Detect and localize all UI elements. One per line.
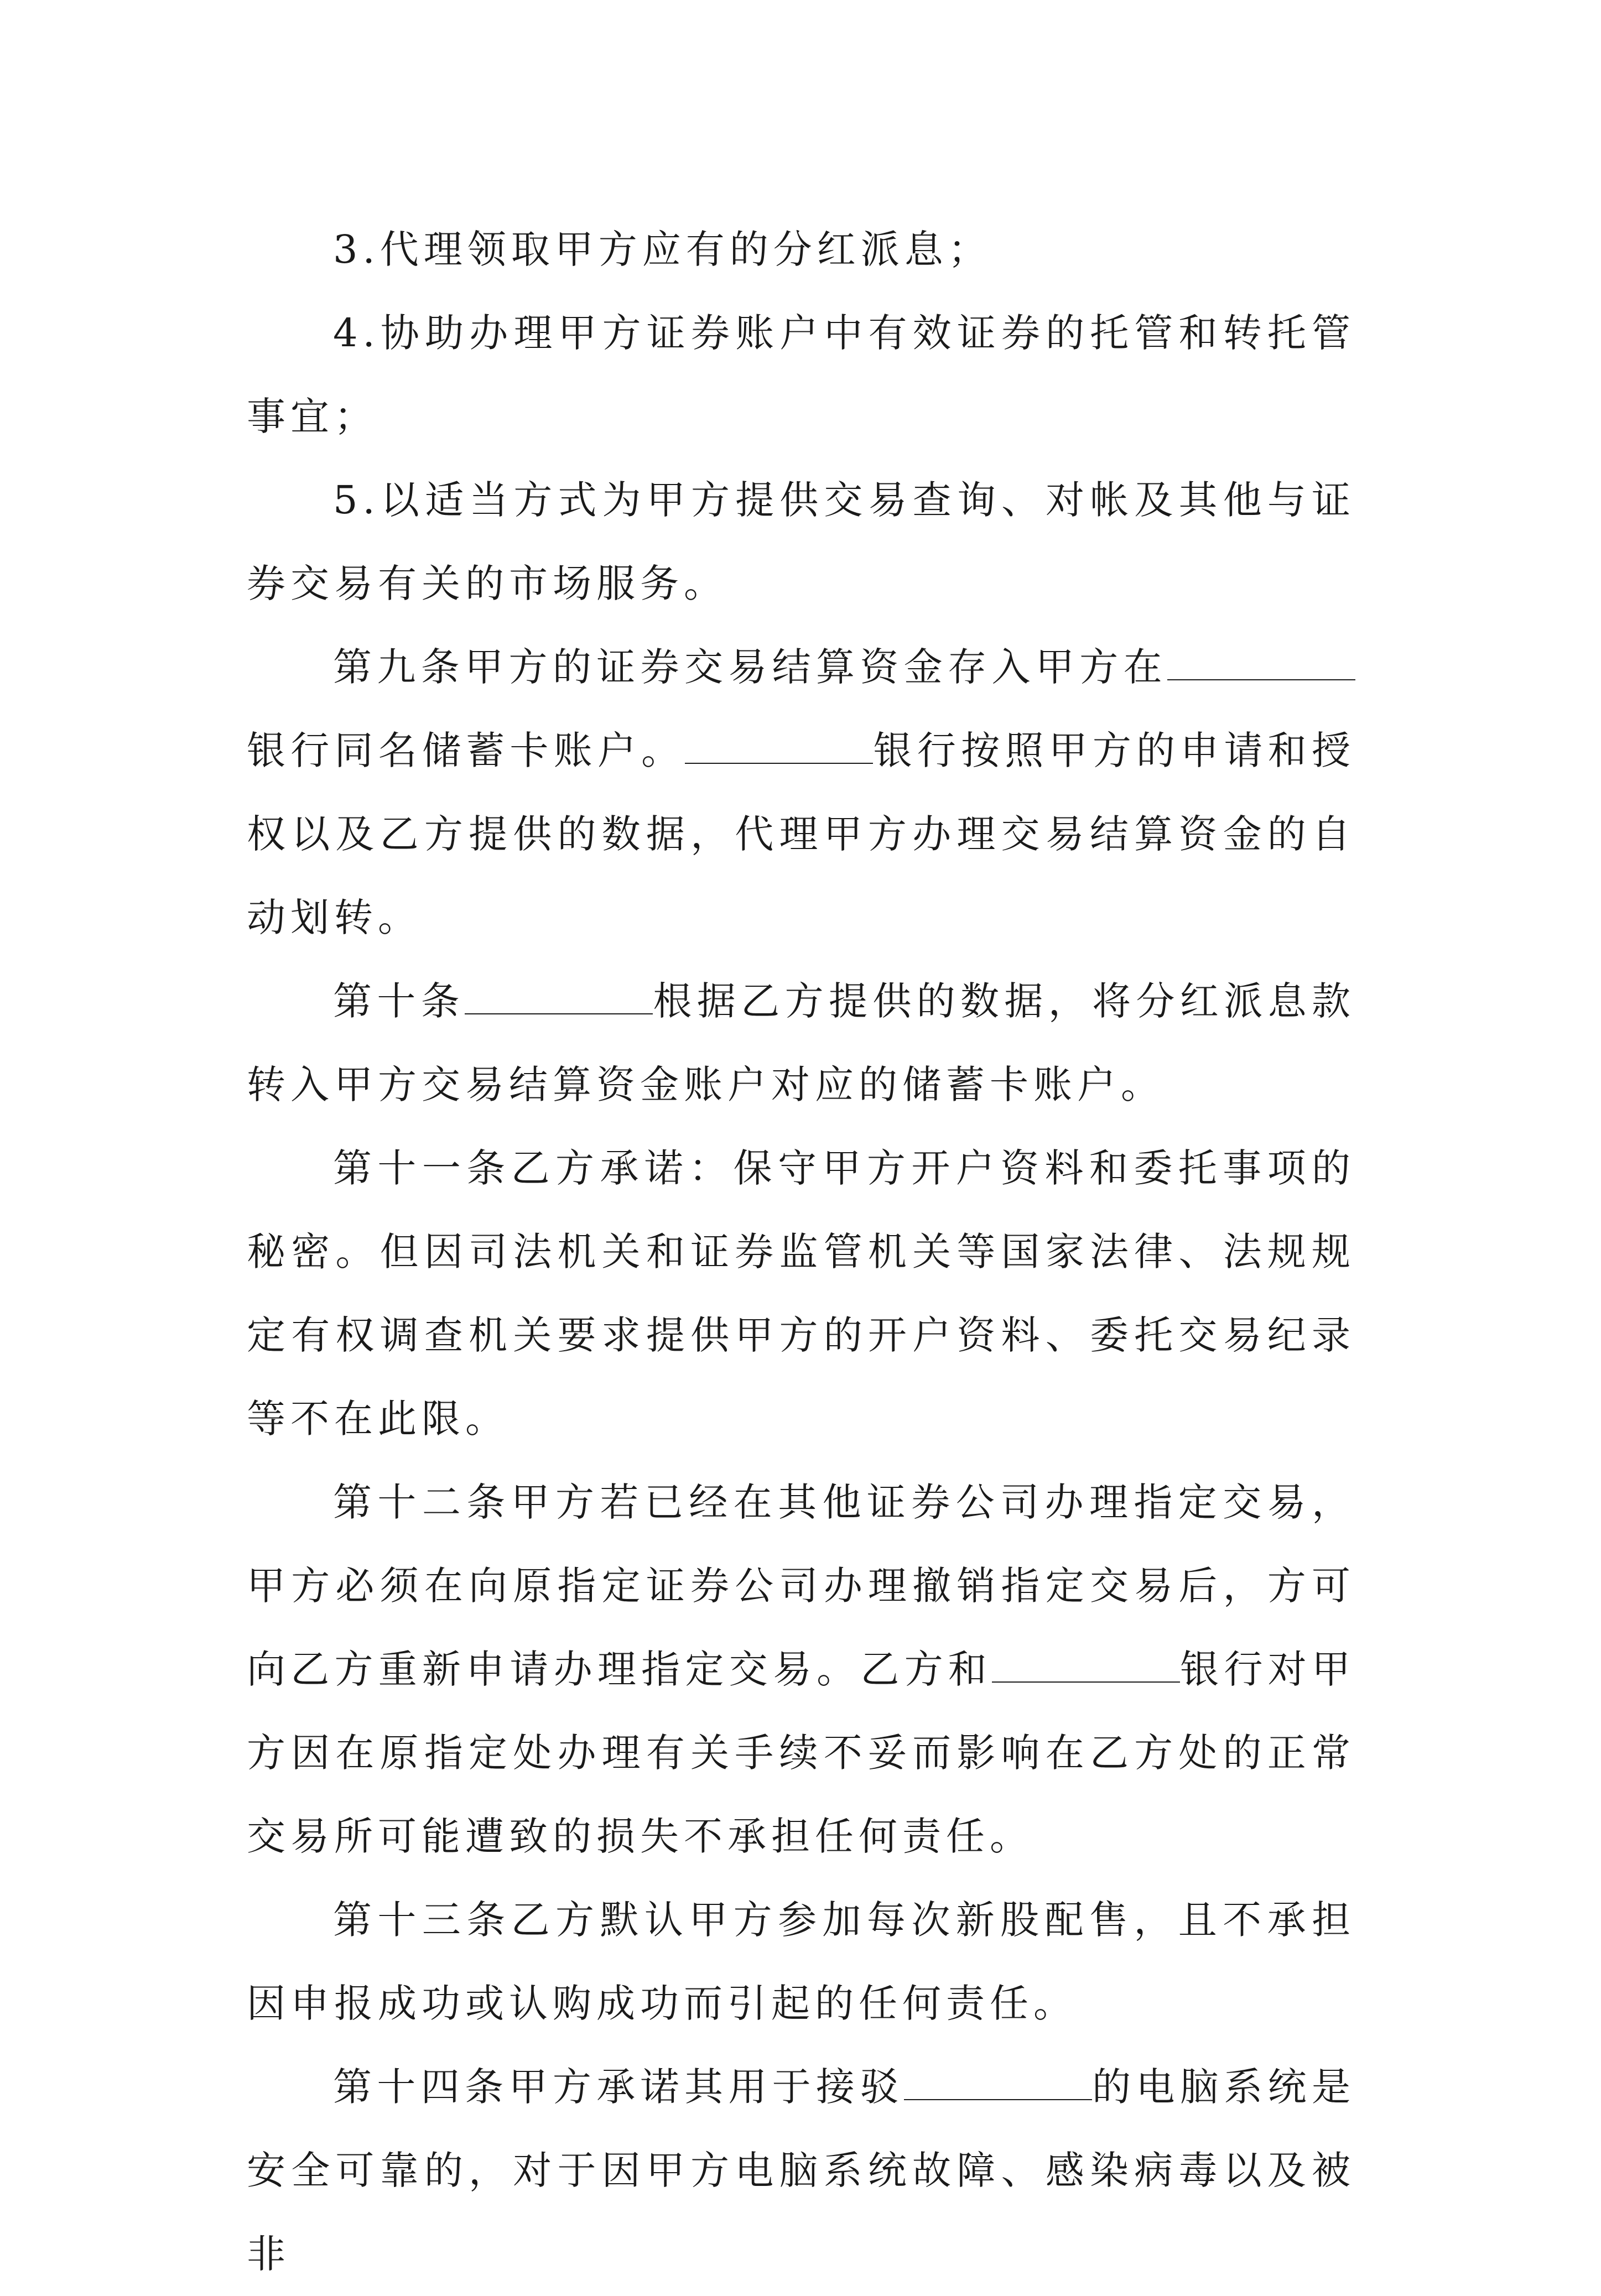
fill-in-blank[interactable]: [992, 1645, 1180, 1683]
paragraph-text: 第十三条乙方默认甲方参加每次新股配售，且不承担因申报成功或认购成功而引起的任何责任。: [247, 1897, 1355, 2026]
paragraph-item-4: [247, 291, 1355, 459]
fill-in-blank[interactable]: [1167, 643, 1355, 680]
paragraph-text: 5.以适当方式为甲方提供交易查询、对帐及其他与证券交易有关的市场服务。: [247, 477, 1355, 606]
paragraph-text: 银行按照甲方的申请和授权以及乙方提供的数据，代理甲方办理交易结算资金的自动划转。: [247, 728, 1356, 940]
paragraph-article-10: [247, 960, 1355, 1127]
paragraph-text: 第十条: [333, 978, 465, 1024]
paragraph-article-12: [247, 1461, 1355, 1878]
paragraph-article-14: [247, 2045, 1355, 2296]
paragraph-text: 第九条甲方的证券交易结算资金存入甲方在: [333, 644, 1167, 690]
paragraph-text: 3.代理领取甲方应有的分红派息；: [333, 227, 992, 272]
paragraph-text: 根据乙方提供的数据，将分红派息款转入甲方交易结算资金账户对应的储蓄卡账户。: [247, 978, 1356, 1107]
paragraph-text: 第十一条乙方承诺：保守甲方开户资料和委托事项的秘密。但因司法机关和证券监管机关等国家法律、法规规定有权调查机关要求提供甲方的开户资料、委托交易纪录等不在此限。: [247, 1146, 1355, 1441]
paragraph-article-9: [247, 626, 1355, 960]
paragraph-text: 银行同名储蓄卡账户。: [247, 728, 685, 773]
fill-in-blank[interactable]: [685, 726, 873, 764]
fill-in-blank[interactable]: [904, 2063, 1092, 2100]
document-body: [247, 208, 1355, 2296]
paragraph-text: 第十四条甲方承诺其用于接驳: [333, 2064, 904, 2110]
paragraph-item-5: [247, 459, 1355, 626]
fill-in-blank[interactable]: [465, 977, 653, 1014]
paragraph-article-13: [247, 1878, 1355, 2045]
paragraph-item-3: [247, 208, 1355, 291]
paragraph-text: 银行对甲方因在原指定处办理有关手续不妥而影响在乙方处的正常交易所可能遭致的损失不承担任何责任。: [247, 1647, 1355, 1859]
paragraph-text: 4.协助办理甲方证券账户中有效证券的托管和转托管事宜；: [247, 310, 1355, 439]
paragraph-article-11: [247, 1127, 1355, 1461]
paragraph-text: 的电脑系统是安全可靠的，对于因甲方电脑系统故障、感染病毒以及被非: [247, 2064, 1356, 2277]
paragraph-text: 第十二条甲方若已经在其他证券公司办理指定交易，甲方必须在向原指定证券公司办理撤销指定交易后，方可向乙方重新申请办理指定交易。乙方和: [247, 1480, 1355, 1692]
